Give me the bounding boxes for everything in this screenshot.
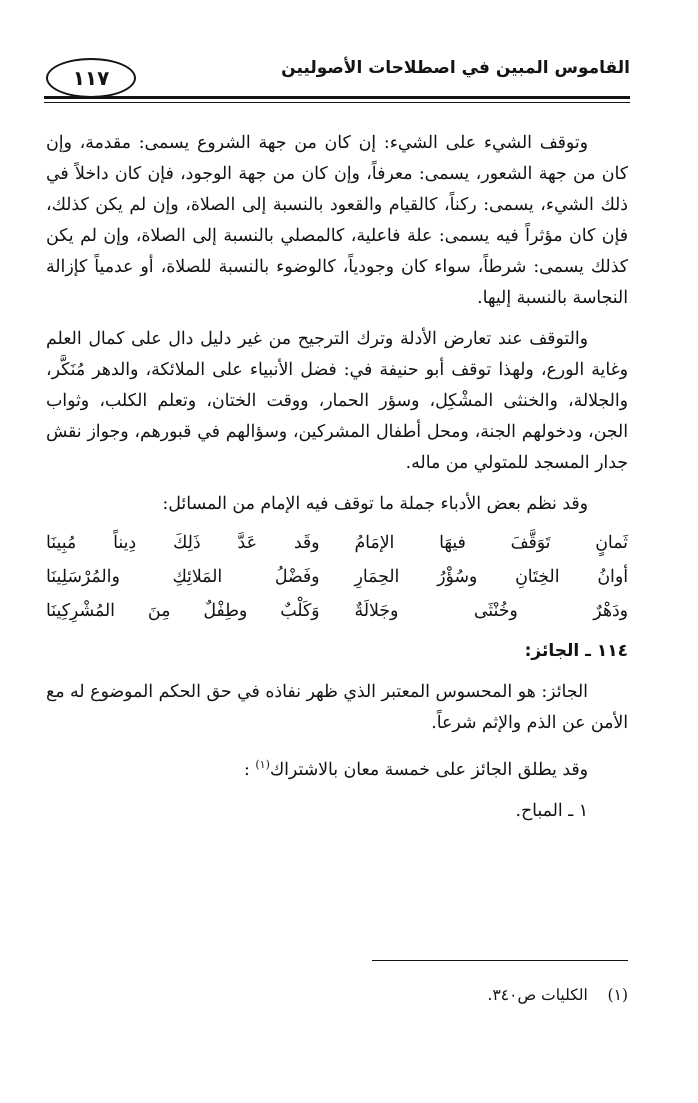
entry-definition: الجائز: هو المحسوس المعتبر الذي ظهر نفاذه في حق الحكم الموضوع له مع الأمن عن الذم والإثم شرعاً. xyxy=(46,682,628,733)
footnote-rule xyxy=(372,960,628,961)
verse-second-hemistich: وفَضْلُ المَلائِكِ والمُرْسَلِينَا xyxy=(46,566,320,587)
verse-first-hemistich: ثَمانٍ تَوَقَّفَ فيهَا الإمَامُ xyxy=(354,532,628,553)
poem xyxy=(46,526,628,628)
poem-verse xyxy=(46,526,628,560)
main-text xyxy=(46,128,628,827)
verse-second-hemistich: وقَد عَدَّ ذَلِكَ دِيناً مُبِينَا xyxy=(46,532,320,553)
page-number: ١١٧ xyxy=(46,58,136,98)
paragraph-tawaqquf-evidence: والتوقف عند تعارض الأدلة وترك الترجيح من غير دليل دال على كمال العلم وغاية الورع، ولهذا توقف أبو حنيفة في: فضل الأنبياء على الملائكة، والدهر مُنَكَّر، والجلالة، والخنثى المشْكِل، وسؤر الحمار، ووقت الختان، وتعلم الكلب، وثواب الجن، ودخولهم الجنة، ومحل أطفال المشركين، وسؤالهم في قبورهم، وجواز نقش جدار المسجد للمتولي من ماله. xyxy=(46,329,628,473)
footnote-marker: (١) xyxy=(607,986,628,1004)
poem-verse xyxy=(46,594,628,628)
paragraph-poem-intro: وقد نظم بعض الأدباء جملة ما توقف فيه الإمام من المسائل: xyxy=(162,494,588,514)
verse-first-hemistich: أوانُ الخِتَانِ وسُؤْرُ الحِمَارِ xyxy=(354,566,628,587)
entry-item-1: ١ ـ المباح. xyxy=(515,800,588,821)
entry-intro xyxy=(46,749,628,786)
footnote-reference: (١) xyxy=(255,758,270,771)
poem-verse xyxy=(46,560,628,594)
paragraph-tawaqquf: وتوقف الشيء على الشيء: إن كان من جهة الشروع يسمى: مقدمة، وإن كان من جهة الشعور، يسمى: معرفاً، وإن كان من جهة الوجود، فإن كان داخلاً في ذلك الشيء، يسمى: ركناً، كالقيام والقعود بالنسبة إلى الصلاة، وإن لم يكن كذلك، فإن كان مؤثراً فيه يسمى: علة فاعلية، كالمصلي بالنسبة إلى الصلاة، وإن لم يكن كذلك يسمى: شرطاً، سواء كان وجودياً، كالوضوء بالنسبة للصلاة، أو عدمياً كإزالة النجاسة بالنسبة إليها. xyxy=(46,133,628,308)
header-rule xyxy=(44,96,630,99)
verse-second-hemistich: وَكَلْبٌ وطِفْلٌ مِنَ المُشْرِكِينَا xyxy=(46,600,320,621)
entry-intro-text: وقد يطلق الجائز على خمسة معان بالاشتراك xyxy=(269,759,588,780)
footnote-text: الكليات ص٣٤٠. xyxy=(487,986,588,1004)
footnote xyxy=(46,986,628,1004)
verse-first-hemistich: ودَهْرٌ وخُنْثَى وجَلالَةٌ xyxy=(354,600,628,621)
entry-intro-colon: : xyxy=(244,759,250,780)
entry-heading: ١١٤ ـ الجائز: xyxy=(524,641,628,661)
header-rule-thin xyxy=(44,102,630,103)
running-title: القاموس المبين في اصطلاحات الأصوليين xyxy=(281,58,630,78)
